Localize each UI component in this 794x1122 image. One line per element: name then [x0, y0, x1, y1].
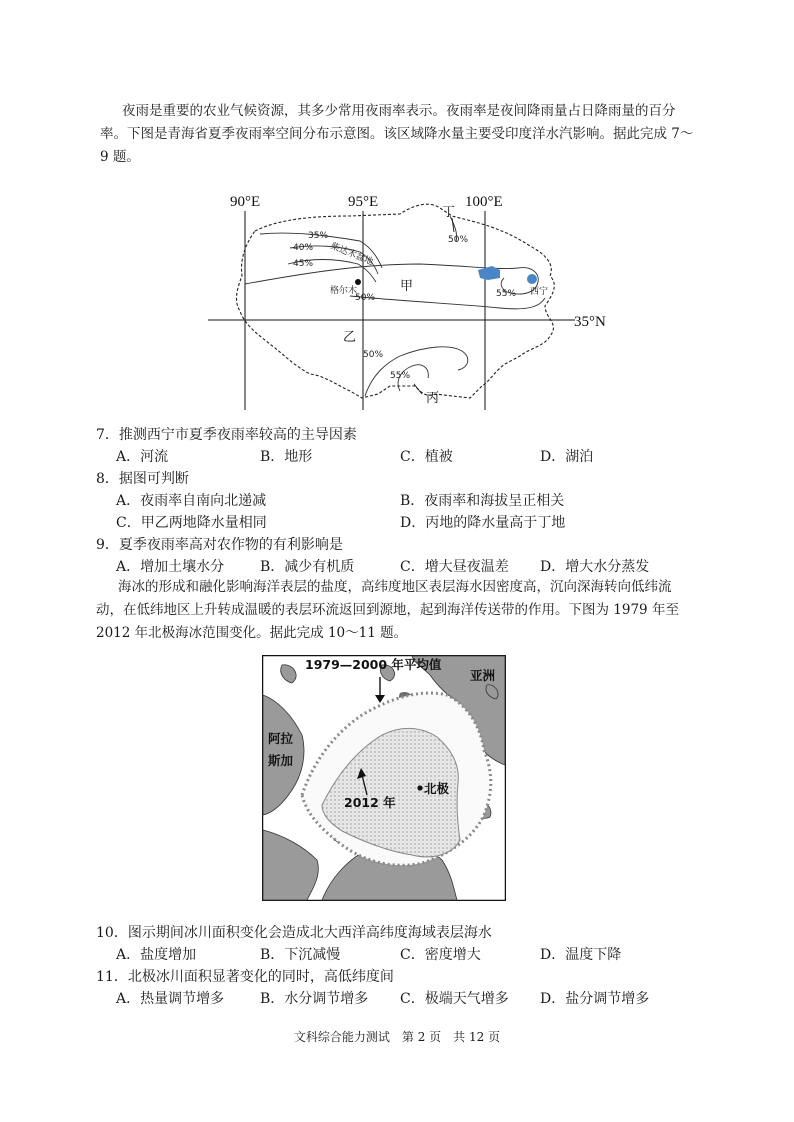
place-jia: 甲 — [400, 279, 414, 294]
q10-option-a: A．盐度增加 — [116, 947, 197, 963]
contour-label: 55% — [390, 371, 411, 381]
xining-marker — [527, 274, 537, 284]
contour-label: 45% — [293, 259, 314, 269]
arctic-sea-ice-map — [262, 655, 506, 901]
q9-option-a: A．增加土壤水分 — [116, 559, 225, 575]
place-golmud: 格尔木 — [330, 286, 358, 296]
contour-label: 40% — [293, 243, 314, 253]
q10-option-c: C．密度增大 — [400, 947, 481, 963]
q11-option-c: C．极端天气增多 — [400, 991, 509, 1007]
q11-option-a: A．热量调节增多 — [116, 991, 225, 1007]
question-10-stem: 10．图示期间冰川面积变化会造成北大西洋高纬度海域表层海水 — [96, 925, 492, 941]
question-7-stem: 7．推测西宁市夏季夜雨率较高的主导因素 — [96, 427, 357, 443]
passage-1 — [100, 100, 712, 169]
q8-option-b: B．夜雨率和海拔呈正相关 — [400, 493, 565, 509]
place-bing: 丙 — [426, 391, 440, 406]
passage-1-line: 夜雨是重要的农业气候资源，其多少常用夜雨率表示。夜雨率是夜间降雨量占日降雨量的百分 — [122, 103, 676, 119]
contour-label: 55% — [496, 289, 517, 299]
q9-option-d: D．增大水分蒸发 — [540, 559, 650, 575]
place-ding: 丁 — [442, 205, 456, 220]
q9-option-c: C．增大昼夜温差 — [400, 559, 509, 575]
lon-90-label: 90°E — [230, 194, 261, 210]
lon-95-label: 95°E — [348, 194, 379, 210]
lon-100-label: 100°E — [465, 194, 503, 210]
passage-2 — [96, 576, 716, 645]
q8-option-c: C．甲乙两地降水量相同 — [116, 515, 267, 531]
north-pole-marker — [417, 785, 422, 790]
contour-label: 50% — [448, 235, 469, 245]
place-xining: 西宁 — [530, 287, 549, 297]
year-2012-label: 2012 年 — [344, 795, 396, 810]
contour-label: 35% — [308, 231, 329, 241]
question-9-stem: 9．夏季夜雨率高对农作物的有利影响是 — [96, 537, 343, 553]
north-pole-label: 北极 — [424, 781, 450, 796]
alaska-label-2: 斯加 — [268, 753, 294, 768]
q10-option-b: B．下沉减慢 — [260, 947, 341, 963]
place-yi: 乙 — [343, 330, 357, 345]
contour-label: 50% — [363, 350, 384, 360]
alaska-label-1: 阿拉 — [268, 731, 294, 746]
q11-option-b: B．水分调节增多 — [260, 991, 369, 1007]
q10-option-d: D．温度下降 — [540, 947, 622, 963]
contour-label: 50% — [355, 293, 376, 303]
q8-option-a: A．夜雨率自南向北递减 — [116, 493, 267, 509]
lat-35-label: 35°N — [574, 314, 606, 330]
q7-option-a: A．河流 — [116, 449, 169, 465]
qinghai-night-rain-map — [200, 186, 620, 410]
question-8-stem: 8．据图可判断 — [96, 471, 189, 487]
q11-option-d: D．盐分调节增多 — [540, 991, 650, 1007]
passage-2-line: 海冰的形成和融化影响海洋表层的盐度，高纬度地区表层海水因密度高，沉向深海转向低纬流 — [118, 579, 672, 595]
place-qaidam: 柴达木盆地 — [328, 241, 375, 268]
passage-2-line: 2012 年北极海冰范围变化。据此完成 10～11 题。 — [96, 625, 408, 641]
golmud-marker — [355, 279, 361, 285]
q9-option-b: B．减少有机质 — [260, 559, 355, 575]
passage-1-line: 率。下图是青海省夏季夜雨率空间分布示意图。该区域降水量主要受印度洋水汽影响。据此完成 7～ — [100, 126, 694, 142]
q7-option-b: B．地形 — [260, 449, 313, 465]
question-11-stem: 11．北极冰川面积显著变化的同时，高低纬度间 — [96, 969, 394, 985]
q7-option-c: C．植被 — [400, 449, 453, 465]
passage-1-line: 9 题。 — [100, 149, 140, 165]
page-footer: 文科综合能力测试 第 2 页 共 12 页 — [293, 1030, 501, 1044]
passage-2-line: 动，在低纬地区上升转成温暖的表层环流返回到源地，起到海洋传送带的作用。下图为 1979 年至 — [96, 602, 679, 618]
asia-label: 亚洲 — [470, 668, 496, 683]
average-label: 1979—2000 年平均值 — [305, 657, 442, 672]
q8-option-d: D．丙地的降水量高于丁地 — [400, 515, 566, 531]
q7-option-d: D．湖泊 — [540, 449, 594, 465]
